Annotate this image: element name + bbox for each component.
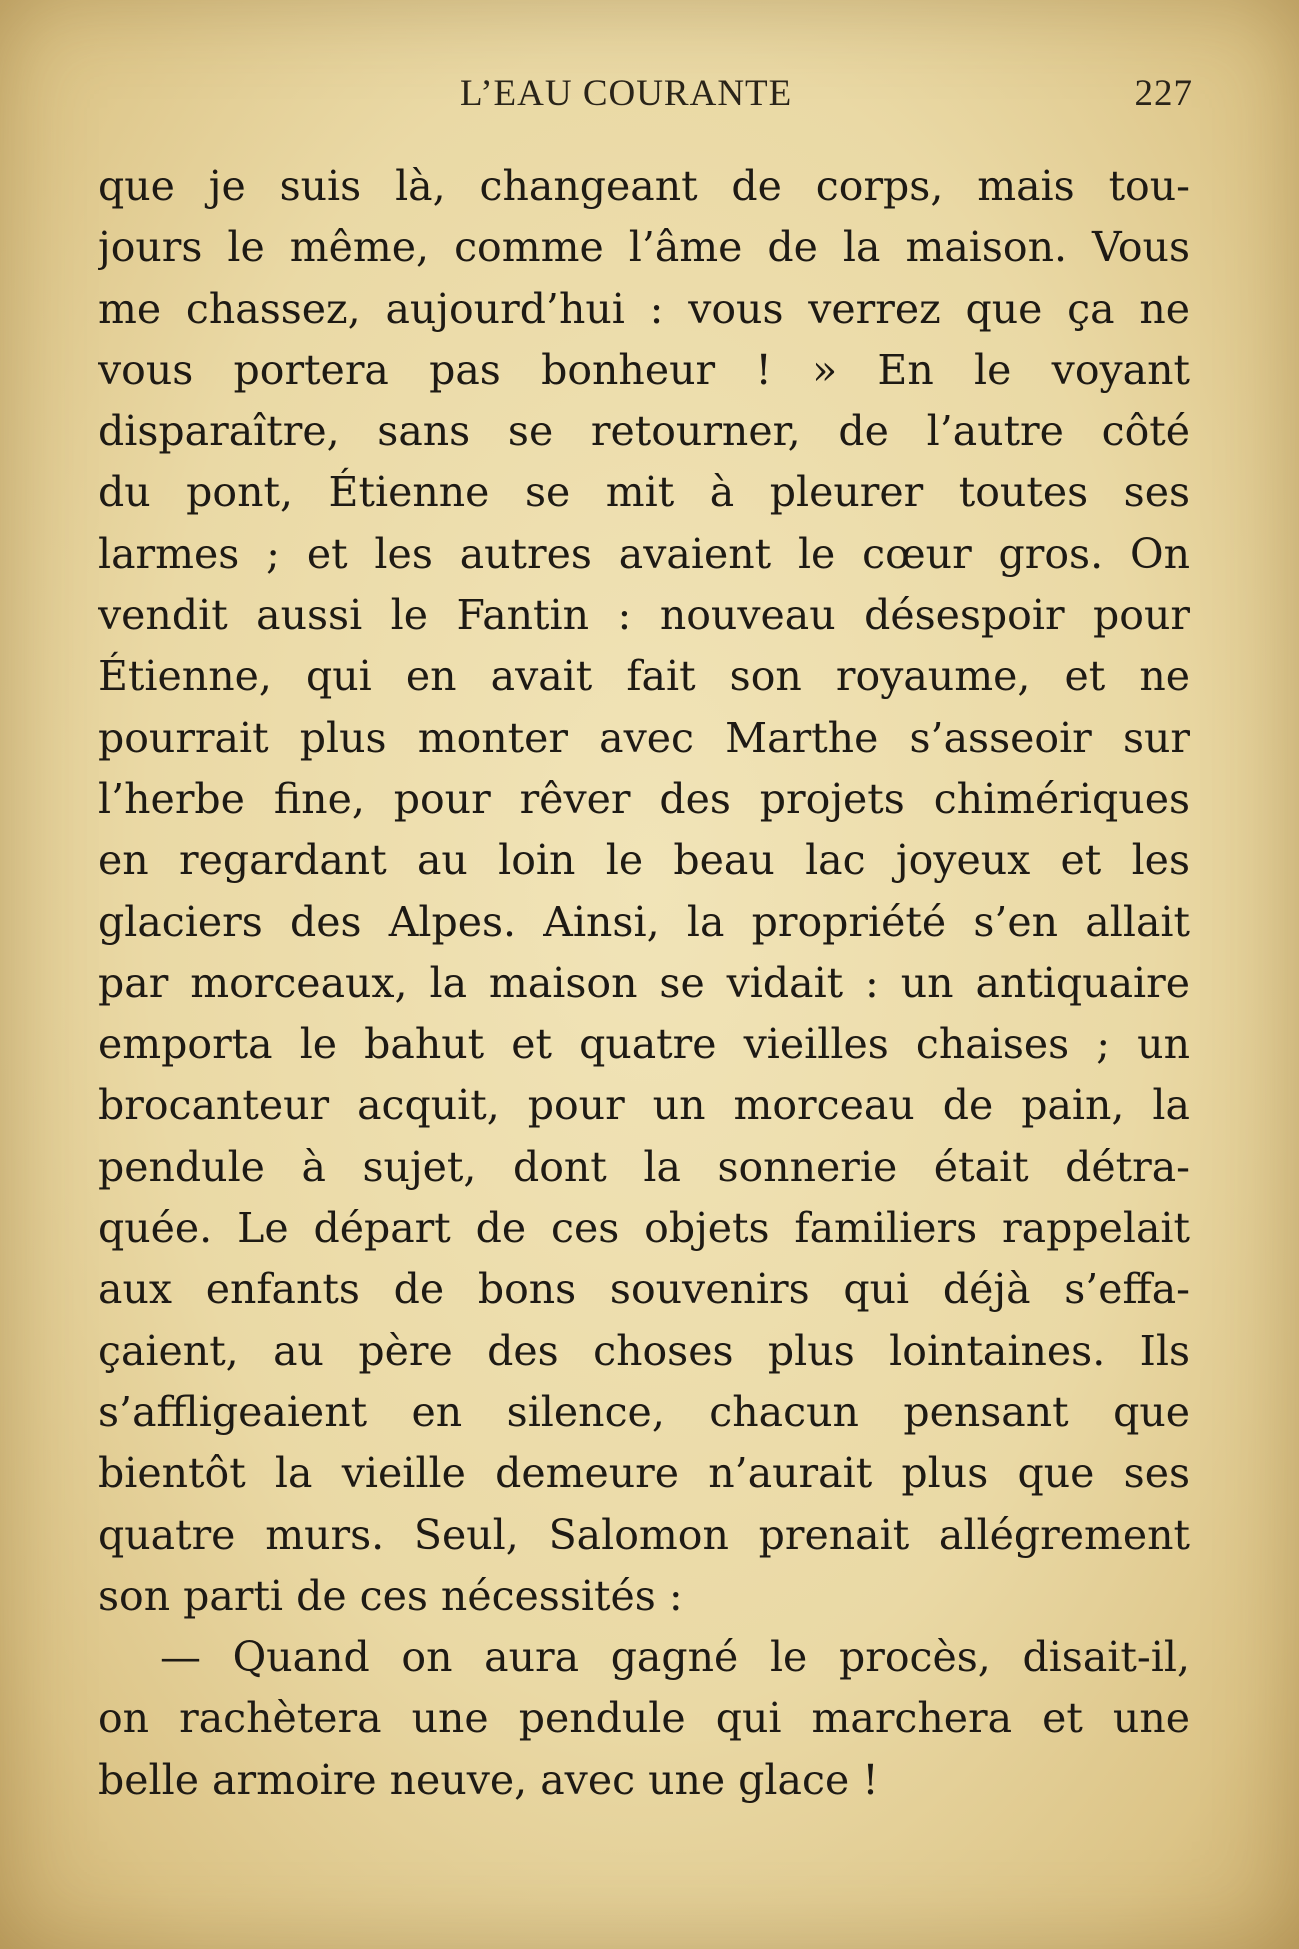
text-line: me chassez, aujourd’hui : vous verrez que ça ne xyxy=(98,284,1190,333)
paragraph-end-line: belle armoire neuve, avec une glace ! xyxy=(98,1755,879,1804)
dialogue-line: — Quand on aura gagné le procès, disait-il, xyxy=(160,1633,1190,1682)
text-line: pourrait plus monter avec Marthe s’asseoir sur xyxy=(98,713,1190,762)
text-line: quée. Le départ de ces objets familiers rappelait xyxy=(98,1204,1190,1253)
running-head xyxy=(0,72,1299,128)
text-line: disparaître, sans se retourner, de l’autre côté xyxy=(98,407,1190,456)
text-line: emporta le bahut et quatre vieilles chaises ; un xyxy=(98,1020,1190,1069)
text-line: vous portera pas bonheur ! » En le voyant xyxy=(98,345,1190,394)
text-line: quatre murs. Seul, Salomon prenait allégrement xyxy=(98,1510,1190,1559)
text-line: aux enfants de bons souvenirs qui déjà s’effa- xyxy=(98,1265,1190,1314)
text-line: l’herbe fine, pour rêver des projets chimériques xyxy=(98,774,1190,823)
text-line: que je suis là, changeant de corps, mais tou- xyxy=(98,162,1190,210)
body-text xyxy=(98,156,1190,1811)
text-line: brocanteur acquit, pour un morceau de pain, la xyxy=(98,1081,1190,1130)
text-line: Étienne, qui en avait fait son royaume, et ne xyxy=(98,652,1190,701)
text-line: du pont, Étienne se mit à pleurer toutes ses xyxy=(98,468,1190,517)
text-line: larmes ; et les autres avaient le cœur gros. On xyxy=(98,529,1190,578)
text-line: s’affligeaient en silence, chacun pensant que xyxy=(98,1387,1190,1436)
text-line: bientôt la vieille demeure n’aurait plus que ses xyxy=(98,1449,1190,1498)
text-line: jours le même, comme l’âme de la maison. Vous xyxy=(98,223,1190,272)
text-line: vendit aussi le Fantin : nouveau désespoir pour xyxy=(98,591,1190,640)
page-number: 227 xyxy=(1134,73,1193,114)
paragraph-end-line: son parti de ces nécessités : xyxy=(98,1571,683,1620)
text-line: çaient, au père des choses plus lointaines. Ils xyxy=(98,1326,1190,1375)
text-line: en regardant au loin le beau lac joyeux et les xyxy=(98,836,1190,885)
text-line: glaciers des Alpes. Ainsi, la propriété s’en allait xyxy=(98,897,1190,946)
text-line: pendule à sujet, dont la sonnerie était détra- xyxy=(98,1142,1190,1191)
text-line: on rachètera une pendule qui marchera et une xyxy=(98,1694,1190,1743)
text-line: par morceaux, la maison se vidait : un antiquaire xyxy=(98,958,1190,1007)
running-title: L’EAU COURANTE xyxy=(460,73,793,114)
